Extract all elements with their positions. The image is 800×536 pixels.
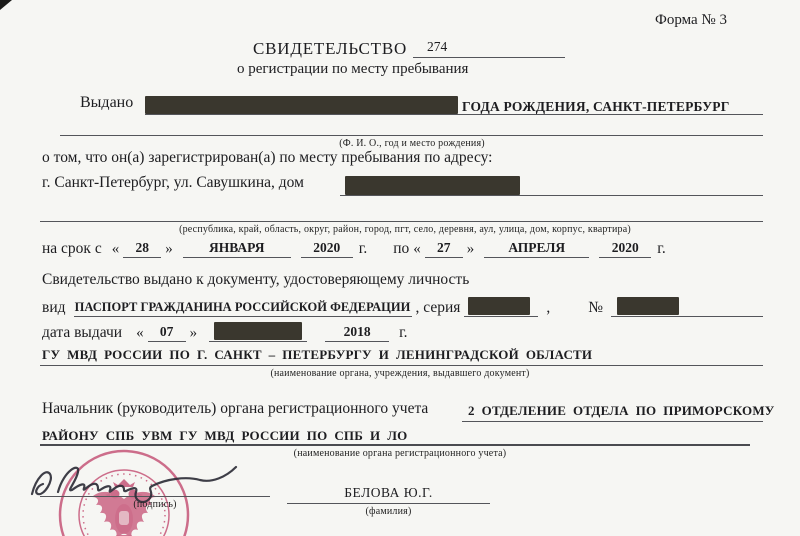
- period-to-month: АПРЕЛЯ: [484, 240, 589, 258]
- registrar-org-line1: 2 ОТДЕЛЕНИЕ ОТДЕЛА ПО ПРИМОРСКОМУ: [468, 403, 775, 418]
- series-field: [464, 315, 538, 317]
- period-from-day: 28: [123, 240, 161, 258]
- certificate-number-field: [413, 39, 565, 58]
- issue-year-value: 2018: [325, 324, 389, 342]
- quote-open-2: «: [413, 241, 421, 257]
- series-comma: ,: [546, 299, 551, 316]
- document-title: СВИДЕТЕЛЬСТВО: [253, 39, 408, 58]
- doc-type-value: ПАСПОРТ ГРАЖДАНИНА РОССИЙСКОЙ ФЕДЕРАЦИИ: [74, 300, 412, 317]
- issued-label: Выдано: [80, 94, 134, 111]
- address-prefix-text: г. Санкт-Петербург, ул. Савушкина, дом: [42, 174, 304, 191]
- registrar-caption: (наименование органа регистрационного учета): [293, 448, 507, 459]
- address-underline: [340, 195, 763, 196]
- scan-corner-artifact: [0, 0, 12, 10]
- redaction-bar-series: [468, 297, 530, 315]
- number-label: №: [588, 299, 604, 316]
- year-suffix: г.: [358, 240, 368, 257]
- surname-caption: (фамилия): [365, 506, 412, 517]
- fio-rule: [60, 135, 763, 136]
- quote-open: «: [111, 241, 120, 257]
- quote-close: »: [165, 241, 173, 257]
- authority-underline: [40, 365, 763, 366]
- form-number-label: Форма № 3: [655, 12, 727, 28]
- signature-caption: (подпись): [133, 499, 177, 510]
- registrar-org-line2: РАЙОНУ СПБ УВМ ГУ МВД РОССИИ ПО СПБ И ЛО: [42, 428, 408, 443]
- document-subtitle: о регистрации по месту пребывания: [237, 61, 469, 77]
- issue-date-label: дата выдачи: [42, 324, 123, 341]
- quote-open-3: «: [136, 325, 144, 341]
- redaction-bar-name: [145, 96, 458, 114]
- period-label: на срок с: [42, 240, 102, 257]
- redaction-bar-issue-month: [214, 322, 302, 340]
- redaction-bar-number: [617, 297, 679, 315]
- authority-caption: (наименование органа, учреждения, выдавшего документ): [270, 368, 530, 379]
- surname-line: [287, 503, 490, 504]
- number-field: [611, 315, 763, 317]
- address-caption: (республика, край, область, округ, район, город, пгт, село, деревня, аул, улица, дом, корпус, квартира): [179, 224, 631, 235]
- registrar-label: Начальник (руководитель) органа регистрационного учета: [42, 400, 429, 417]
- certificate-number-value: 274: [427, 39, 448, 54]
- statement-text: о том, что он(а) зарегистрирован(а) по месту пребывания по адресу:: [42, 149, 493, 166]
- fio-caption: (Ф. И. О., год и место рождения): [339, 138, 485, 149]
- period-to-day: 27: [425, 240, 463, 258]
- series-label: , серия: [415, 299, 461, 316]
- period-from-year: 2020: [301, 240, 353, 258]
- redaction-bar-house: [345, 176, 520, 195]
- issue-month-field: [209, 340, 307, 342]
- surname-value: БЕЛОВА Ю.Г.: [344, 485, 433, 500]
- doc-type-label: вид: [42, 299, 66, 316]
- year-suffix-2: г.: [657, 240, 666, 257]
- period-from-month: ЯНВАРЯ: [183, 240, 291, 258]
- period-to-year: 2020: [599, 240, 651, 258]
- address-rule: [40, 221, 763, 222]
- quote-close-2: »: [466, 241, 475, 257]
- issue-date-row: [42, 320, 408, 342]
- authority-text: ГУ МВД РОССИИ ПО Г. САНКТ – ПЕТЕРБУРГУ И ЛЕНИНГРАДСКОЙ ОБЛАСТИ: [42, 347, 593, 362]
- registrar-underline-1: [462, 421, 763, 422]
- period-row: [42, 236, 666, 258]
- issued-underline: [145, 114, 763, 115]
- identity-intro-text: Свидетельство выдано к документу, удостоверяющему личность: [42, 271, 470, 288]
- issued-suffix-text: ГОДА РОЖДЕНИЯ, САНКТ-ПЕТЕРБУРГ: [462, 99, 730, 114]
- issue-day-value: 07: [148, 324, 186, 342]
- quote-close-3: »: [189, 325, 198, 341]
- identity-type-row: [42, 295, 763, 317]
- period-to-label: по: [393, 240, 410, 257]
- year-suffix-3: г.: [399, 324, 408, 341]
